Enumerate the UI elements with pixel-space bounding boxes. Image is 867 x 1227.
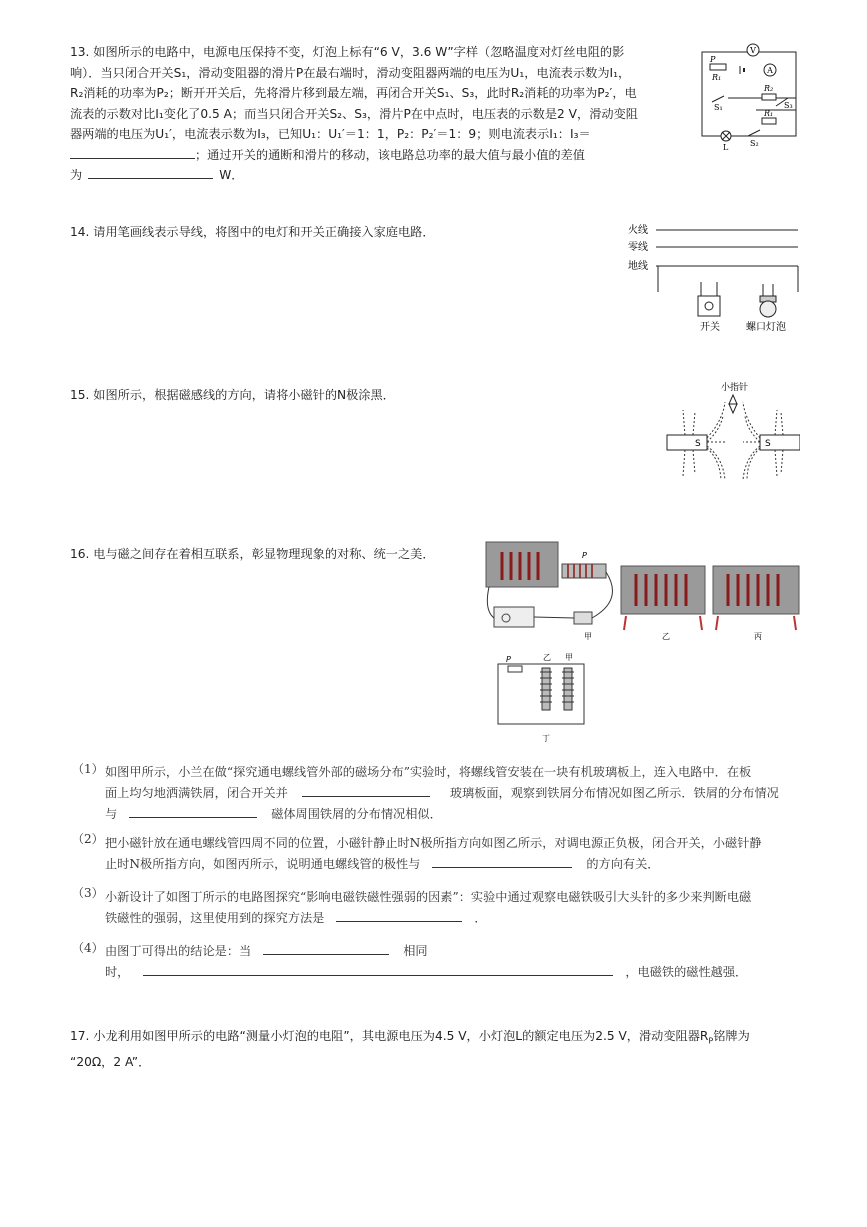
sub2-line-1: 把小磁针放在通电螺线管四周不同的位置，小磁针静止时N极所指方向如图乙所示，对调电源正负极，闭合开关，小磁针静	[105, 836, 762, 850]
sub2-number: （2）	[72, 832, 104, 846]
q13-line-7-tail: W．	[219, 168, 244, 182]
sub4-number: （4）	[72, 941, 104, 955]
s2-label: S₂	[750, 139, 759, 148]
ammeter-label: A	[767, 66, 773, 75]
slider-label: P	[710, 55, 716, 64]
q16-sub-2	[105, 833, 805, 875]
needle-icon	[729, 395, 737, 413]
q13-line-7-head: 为	[70, 168, 83, 182]
sub1-line-3b: 磁体周围铁屑的分布情况相似．	[271, 807, 442, 821]
switch-label: 开关	[700, 322, 720, 333]
fig-jia-p-label: P	[582, 551, 587, 560]
q16-text: 16. 电与磁之间存在着相互联系，彰显物理现象的对称、统一之美．	[70, 547, 435, 561]
lamp-label: 螺口灯泡	[746, 322, 786, 333]
q13-line-2: 响）．当只闭合开关S₁，滑动变阻器的滑片P在最右端时，滑动变阻器两端的电压为U₁，电流表示数为I₁，	[70, 65, 631, 80]
q13-line-1: 13. 如图所示的电路中，电源电压保持不变，灯泡上标有“6 V，3.6 W”字样（忽略温度对灯丝电阻的影	[70, 45, 625, 59]
sub1-number: （1）	[72, 762, 104, 776]
fig-jia-label: 甲	[584, 632, 592, 641]
q13-line-6	[70, 145, 690, 166]
sub1-line-2b: 玻璃板面，观察到铁屑分布情况如图乙所示．铁屑的分布情况	[449, 786, 779, 800]
fig-ding-yi-label: 乙	[543, 653, 551, 662]
q16-figures	[484, 540, 804, 745]
q17-line-1-tail: 铭牌为	[713, 1029, 750, 1043]
sub4-line-2b: ，电磁铁的磁性越强．	[625, 965, 748, 979]
sub3-line-2b: ．	[474, 911, 487, 925]
q15-magnet-figure	[665, 380, 800, 492]
sub1-line-1: 如图甲所示，小兰在做“探究通电螺线管外部的磁场分布”实验时，将螺线管安装在一块有机玻璃板上，连入电路中．在板	[105, 765, 752, 779]
r2-label: R₂	[764, 84, 774, 93]
answer-blank[interactable]	[302, 783, 430, 797]
q15-text: 15. 如图所示，根据磁感线的方向，请将小磁针的N极涂黑．	[70, 388, 395, 402]
answer-blank[interactable]	[88, 165, 213, 179]
r1-label: R₁	[712, 73, 722, 82]
switch-icon	[698, 282, 720, 316]
fig-ding-label: 丁	[542, 734, 550, 743]
sub4-line-2	[105, 962, 805, 983]
needle-label: 小指针	[721, 383, 749, 393]
q13-circuit-figure	[698, 40, 800, 150]
right-pole-label: S	[765, 439, 771, 449]
answer-blank[interactable]	[263, 941, 389, 955]
fig-ding-jia-label: 甲	[565, 653, 573, 662]
live-wire-label: 火线	[628, 225, 648, 236]
q13-line-3: R₂消耗的功率为P₂；断开开关后，先将滑片移到最左端，再闭合开关S₁、S₃，此时R₂消耗的功率为P₂′，电	[70, 86, 637, 100]
question-15	[70, 385, 395, 406]
q16-sub-1	[105, 762, 805, 825]
q16-sub-4	[105, 941, 805, 983]
q17-line-1-text: 17. 小龙利用如图甲所示的电路“测量小灯泡的电阻”，其电源电压为4.5 V，小灯泡L的额定电压为2.5 V，滑动变阻器R	[70, 1029, 709, 1043]
sub2-line-2b: 的方向有关．	[586, 857, 660, 871]
answer-blank[interactable]	[143, 962, 613, 976]
sub4-line-1b: 相同	[403, 944, 428, 958]
sub1-line-2	[105, 783, 805, 804]
s1-label: S₁	[714, 103, 723, 112]
sub3-number: （3）	[72, 886, 104, 900]
ground-wire-label: 地线	[628, 261, 648, 272]
q13-line-5: 器两端的电压为U₁′，电流表示数为I₃，已知U₁：U₁′＝1：1，P₂：P₂′＝1：9；则电流表示I₁：I₃＝	[70, 127, 591, 141]
sub2-line-2	[105, 854, 805, 875]
sub1-line-3a: 与	[105, 807, 118, 821]
answer-blank[interactable]	[70, 145, 195, 159]
fig-bing-label: 丙	[754, 632, 762, 641]
lamp-label: L	[723, 143, 729, 150]
sub4-line-1	[105, 941, 805, 962]
answer-blank[interactable]	[432, 854, 572, 868]
lamp-icon	[760, 284, 776, 317]
r1b-label: R₁	[764, 109, 774, 118]
neutral-wire-label: 零线	[628, 242, 648, 253]
q17-subscript: P	[708, 1036, 714, 1046]
q16-sub-3	[105, 887, 805, 929]
voltmeter-label: V	[750, 46, 756, 55]
q17-line-1	[70, 1026, 810, 1052]
sub4-line-2a: 时，	[105, 965, 130, 979]
s3-label: S₃	[784, 101, 793, 110]
sub1-line-3	[105, 804, 805, 825]
q13-line-6-text: ；通过开关的通断和滑片的移动，该电路总功率的最大值与最小值的差值	[195, 147, 585, 162]
question-17	[70, 1026, 810, 1072]
answer-blank[interactable]	[129, 804, 257, 818]
q13-line-4: 流表的示数对比I₁变化了0.5 A；而当只闭合开关S₂、S₃，滑片P在中点时，电压表的示数是2 V，滑动变阻	[70, 106, 638, 121]
answer-blank[interactable]	[336, 908, 462, 922]
q13-line-7	[70, 165, 690, 186]
sub3-line-2	[105, 908, 805, 929]
sub2-line-2a: 止时N极所指方向，如图丙所示，说明通电螺线管的极性与	[105, 857, 421, 871]
question-16	[70, 544, 435, 565]
sub3-line-2a: 铁磁性的强弱，这里使用到的探究方法是	[105, 911, 325, 925]
sub3-line-1: 小新设计了如图丁所示的电路图探究“影响电磁铁磁性强弱的因素”：实验中通过观察电磁铁吸引大头针的多少来判断电磁	[105, 890, 752, 904]
question-13	[70, 42, 690, 186]
q17-line-2: “20Ω，2 A”．	[70, 1054, 151, 1069]
question-14	[70, 222, 435, 243]
fig-ding-p-label: P	[506, 655, 511, 664]
q14-house-circuit-figure	[626, 216, 802, 336]
q14-text: 14. 请用笔画线表示导线，将图中的电灯和开关正确接入家庭电路．	[70, 225, 435, 239]
sub4-line-1a: 由图丁可得出的结论是：当	[105, 944, 252, 958]
sub1-line-2a: 面上均匀地洒满铁屑，闭合开关并	[105, 786, 288, 800]
left-pole-label: S	[695, 439, 701, 449]
fig-yi-label: 乙	[662, 632, 670, 641]
